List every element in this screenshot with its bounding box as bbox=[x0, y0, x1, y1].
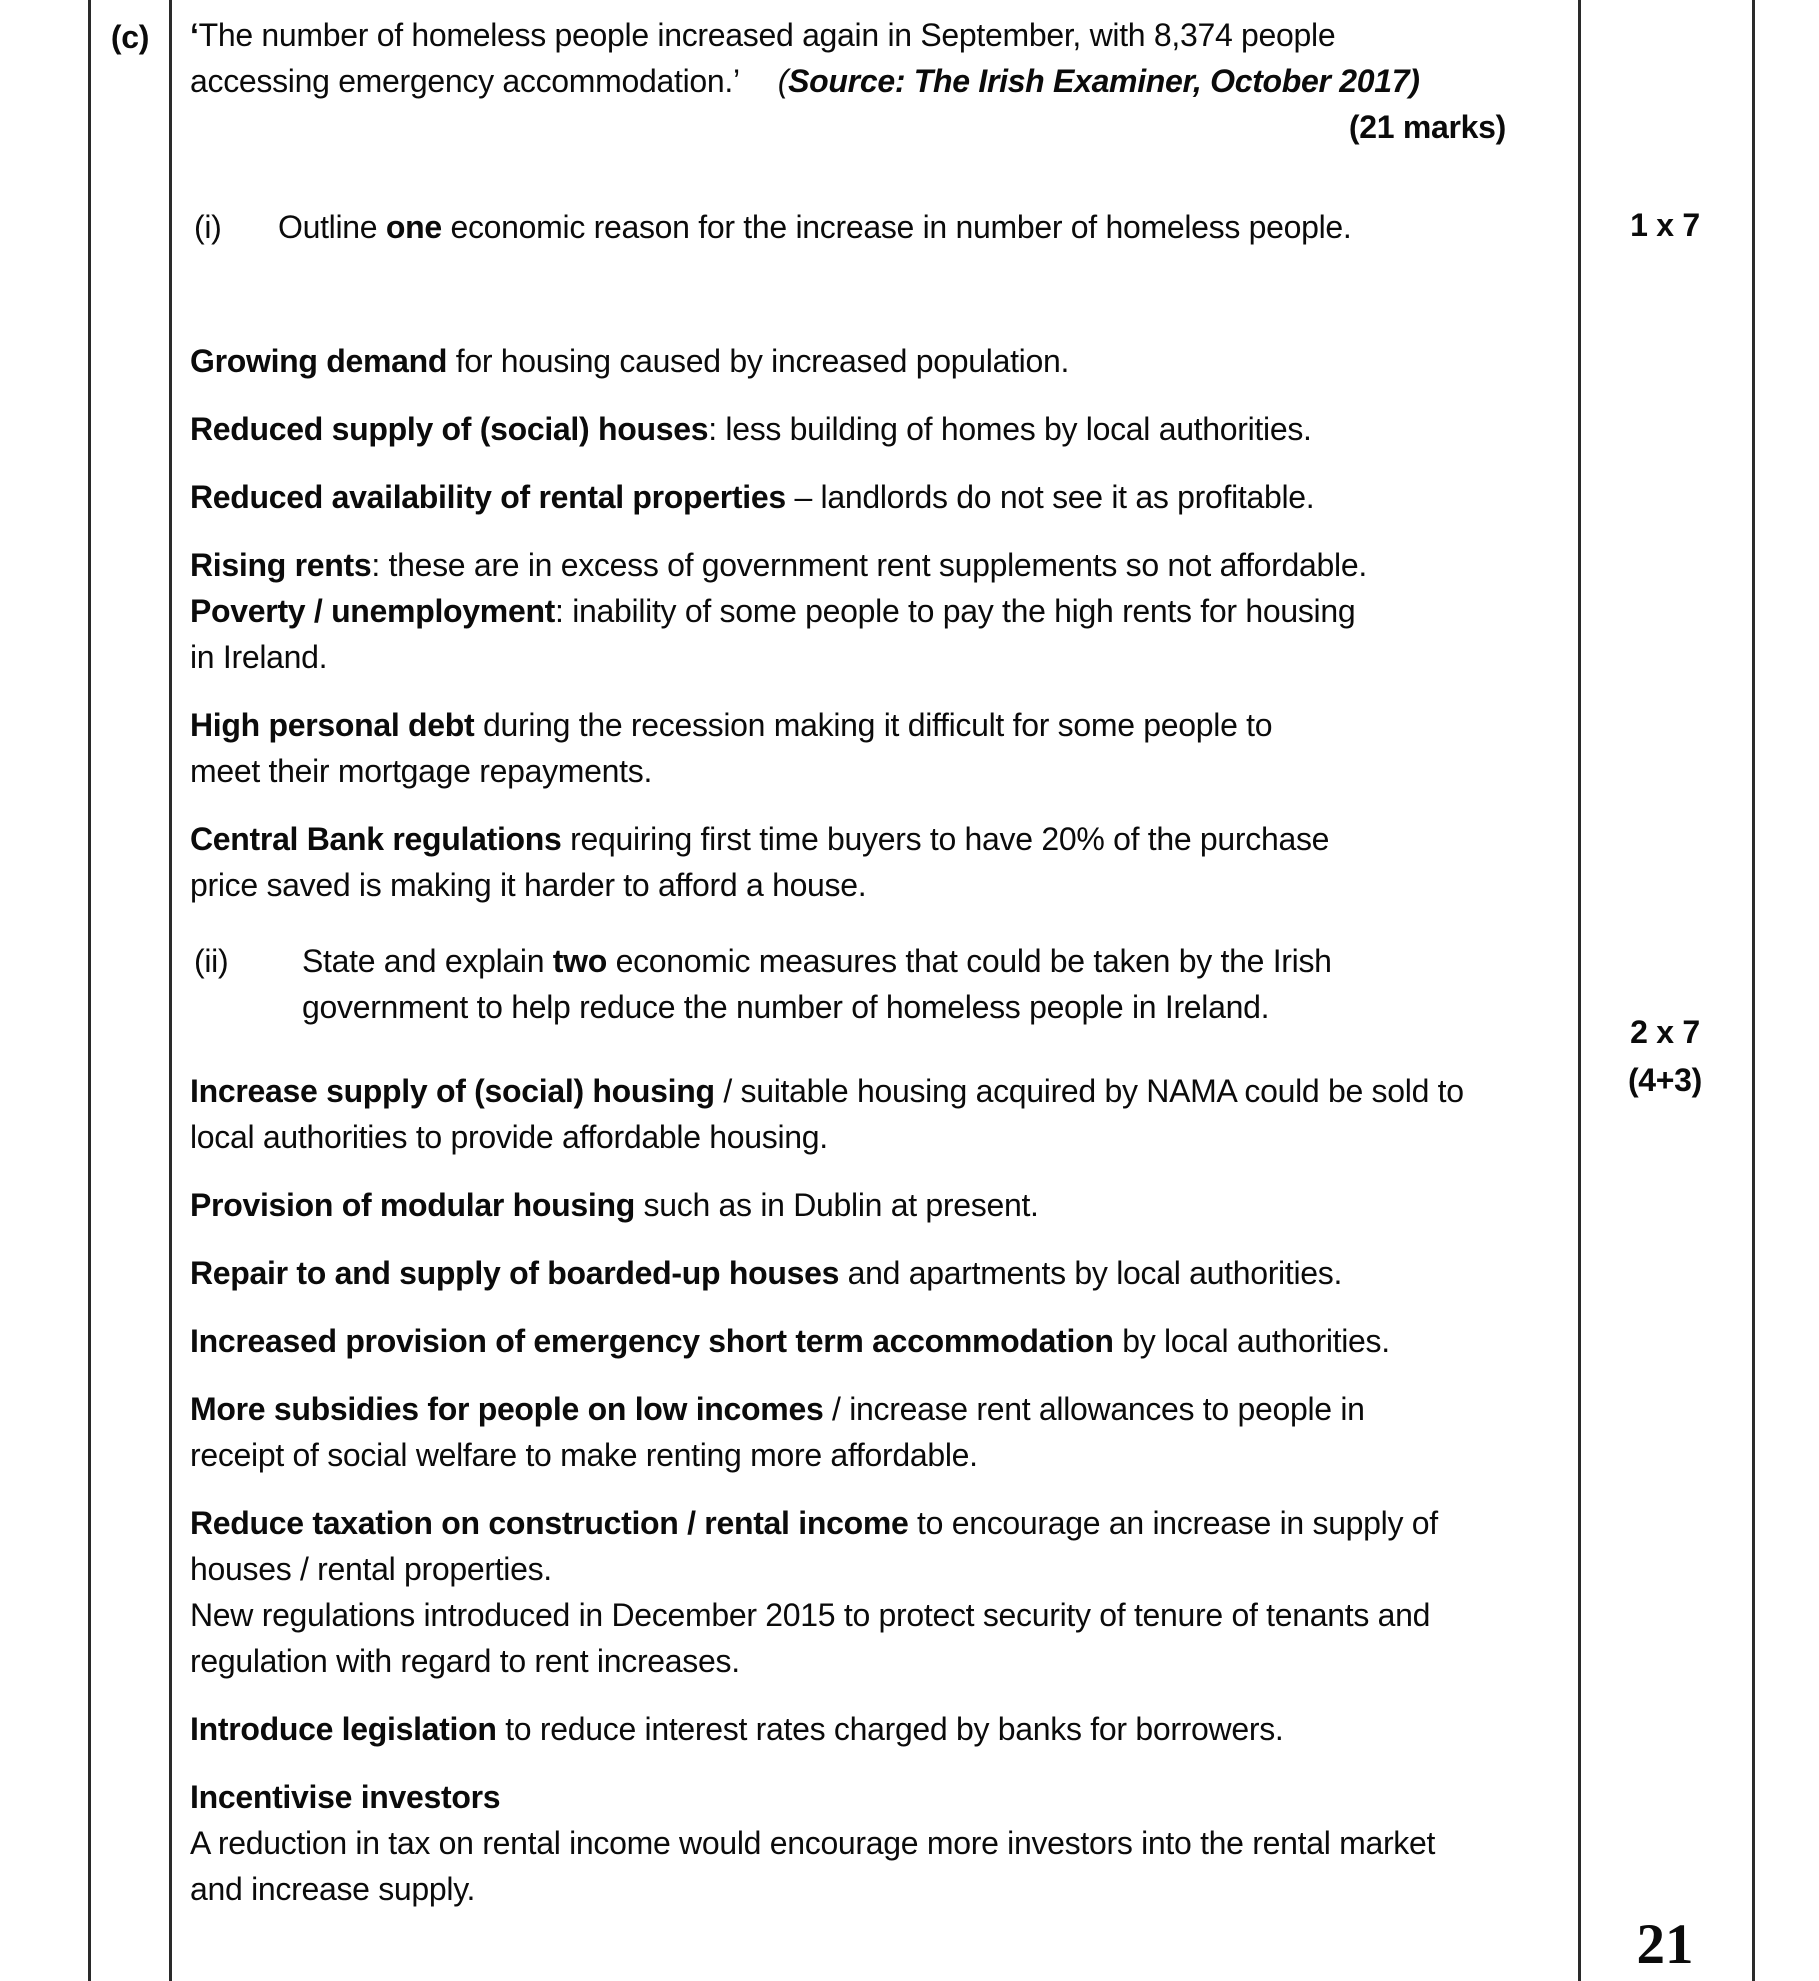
answer-rest: during the recession making it difficult for some people to bbox=[474, 707, 1273, 743]
source-text: Source: The Irish Examiner, October 2017) bbox=[788, 63, 1420, 99]
marks-column bbox=[1581, 0, 1755, 1981]
answer-rest: – landlords do not see it as profitable. bbox=[785, 479, 1315, 515]
left-gutter bbox=[0, 0, 88, 1981]
answer-lead: Reduced supply of (social) houses bbox=[190, 411, 709, 447]
question-i-post: economic reason for the increase in number of homeless people. bbox=[441, 209, 1352, 245]
question-ii-line-2: government to help reduce the number of homeless people in Ireland. bbox=[302, 989, 1270, 1025]
answer-rising-rents-poverty bbox=[190, 542, 1558, 680]
answer-reduced-availability bbox=[190, 474, 1558, 520]
answer-lead: Increased provision of emergency short term accommodation bbox=[190, 1323, 1114, 1359]
answer-lead: Reduced availability of rental properties bbox=[190, 479, 786, 515]
answer-increase-supply bbox=[190, 1068, 1558, 1160]
answer-central-bank-regulations bbox=[190, 816, 1558, 908]
answer-rest: requiring first time buyers to have 20% of the purchase bbox=[561, 821, 1330, 857]
answer-rest: for housing caused by increased population. bbox=[447, 343, 1070, 379]
question-ii-pre: State and explain bbox=[302, 943, 553, 979]
quote-line-2 bbox=[190, 58, 1558, 104]
question-ii-label: (ii) bbox=[194, 943, 229, 979]
marks-question-i: 1 x 7 bbox=[1630, 207, 1700, 243]
right-gutter bbox=[1755, 0, 1819, 1981]
answer-line bbox=[190, 1500, 1558, 1546]
answer-lead: Repair to and supply of boarded-up houses bbox=[190, 1255, 840, 1291]
answer-more-subsidies bbox=[190, 1386, 1558, 1478]
answer-lead: Provision of modular housing bbox=[190, 1187, 635, 1223]
source-citation bbox=[778, 63, 1420, 99]
answer-line bbox=[190, 816, 1558, 862]
answer-lead: Central Bank regulations bbox=[190, 821, 562, 857]
answer-line bbox=[190, 1386, 1558, 1432]
marks-question-ii-breakdown: (4+3) bbox=[1627, 1062, 1703, 1098]
answer-growing-demand bbox=[190, 338, 1558, 384]
answer-lead: Reduce taxation on construction / rental income bbox=[190, 1505, 909, 1541]
answer-rest: and apartments by local authorities. bbox=[839, 1255, 1343, 1291]
answer-rest: : less building of homes by local authorities. bbox=[708, 411, 1312, 447]
marks-question-ii bbox=[1581, 1008, 1749, 1104]
answer-modular-housing bbox=[190, 1182, 1558, 1228]
answer-lead: Rising rents bbox=[190, 547, 372, 583]
answer-line: A reduction in tax on rental income would encourage more investors into the rental market bbox=[190, 1825, 1436, 1861]
answer-incentivise-investors bbox=[190, 1774, 1558, 1912]
answer-line: regulation with regard to rent increases. bbox=[190, 1643, 740, 1679]
stimulus-quote bbox=[190, 12, 1558, 104]
part-label-column bbox=[88, 0, 172, 1981]
question-i-pre: Outline bbox=[278, 209, 386, 245]
answer-rest: such as in Dublin at present. bbox=[634, 1187, 1039, 1223]
answer-line bbox=[190, 588, 1558, 634]
answer-reduce-taxation bbox=[190, 1500, 1558, 1684]
answer-line: in Ireland. bbox=[190, 639, 328, 675]
question-i-label: (i) bbox=[194, 209, 222, 245]
answer-rest: : inability of some people to pay the high rents for housing bbox=[555, 593, 1356, 629]
question-i-text bbox=[278, 204, 1558, 250]
total-marks-note: (21 marks) bbox=[1348, 109, 1506, 145]
answer-lead: Increase supply of (social) housing bbox=[190, 1073, 715, 1109]
answer-repair-boarded-up bbox=[190, 1250, 1558, 1296]
question-ii-line-1 bbox=[302, 938, 1558, 984]
question-i-row bbox=[190, 204, 1558, 250]
answer-rest: / increase rent allowances to people in bbox=[823, 1391, 1365, 1427]
answer-line: houses / rental properties. bbox=[190, 1551, 552, 1587]
part-label: (c) bbox=[110, 19, 150, 55]
answer-reduced-supply bbox=[190, 406, 1558, 452]
answer-rest: / suitable housing acquired by NAMA could be sold to bbox=[714, 1073, 1464, 1109]
quote-text-2: accessing emergency accommodation.’ bbox=[190, 63, 740, 99]
answer-line: receipt of social welfare to make renting more affordable. bbox=[190, 1437, 978, 1473]
answer-line: price saved is making it harder to afford a house. bbox=[190, 867, 867, 903]
question-ii-post: economic measures that could be taken by the Irish bbox=[607, 943, 1332, 979]
answer-rest: to encourage an increase in supply of bbox=[908, 1505, 1438, 1541]
answer-rest: to reduce interest rates charged by banks for borrowers. bbox=[496, 1711, 1284, 1747]
answer-introduce-legislation bbox=[190, 1706, 1558, 1752]
answer-line: local authorities to provide affordable housing. bbox=[190, 1119, 828, 1155]
answer-lead: Introduce legislation bbox=[190, 1711, 497, 1747]
answer-line: and increase supply. bbox=[190, 1871, 476, 1907]
answer-lead: Poverty / unemployment bbox=[190, 593, 556, 629]
answer-line bbox=[190, 542, 1558, 588]
quote-text-1: The number of homeless people increased again in September, with 8,374 people bbox=[198, 17, 1336, 53]
answer-lead: High personal debt bbox=[190, 707, 475, 743]
answer-line bbox=[190, 702, 1558, 748]
answer-lead: Growing demand bbox=[190, 343, 448, 379]
total-marks-value: 21 bbox=[1636, 1913, 1694, 1976]
answer-lead: More subsidies for people on low incomes bbox=[190, 1391, 824, 1427]
answer-rest: by local authorities. bbox=[1113, 1323, 1390, 1359]
quote-line-1 bbox=[190, 12, 1558, 58]
answer-line bbox=[190, 1774, 1558, 1820]
answer-line: New regulations introduced in December 2015 to protect security of tenure of tenants and bbox=[190, 1597, 1431, 1633]
answer-emergency-accommodation bbox=[190, 1318, 1558, 1364]
answer-rest: : these are in excess of government rent supplements so not affordable. bbox=[371, 547, 1367, 583]
open-quote-mark: ‘ bbox=[190, 17, 199, 53]
question-ii-text bbox=[302, 938, 1558, 1030]
answer-high-personal-debt bbox=[190, 702, 1558, 794]
source-open-paren: ( bbox=[777, 63, 789, 99]
marks-question-ii-scheme: 2 x 7 bbox=[1630, 1014, 1700, 1050]
content-column bbox=[172, 0, 1581, 1981]
question-ii-row bbox=[190, 938, 1558, 1030]
answer-line: meet their mortgage repayments. bbox=[190, 753, 653, 789]
question-i-emphasis: one bbox=[385, 209, 442, 245]
question-ii-emphasis: two bbox=[552, 943, 607, 979]
answer-lead: Incentivise investors bbox=[190, 1779, 501, 1815]
answer-line bbox=[190, 1068, 1558, 1114]
